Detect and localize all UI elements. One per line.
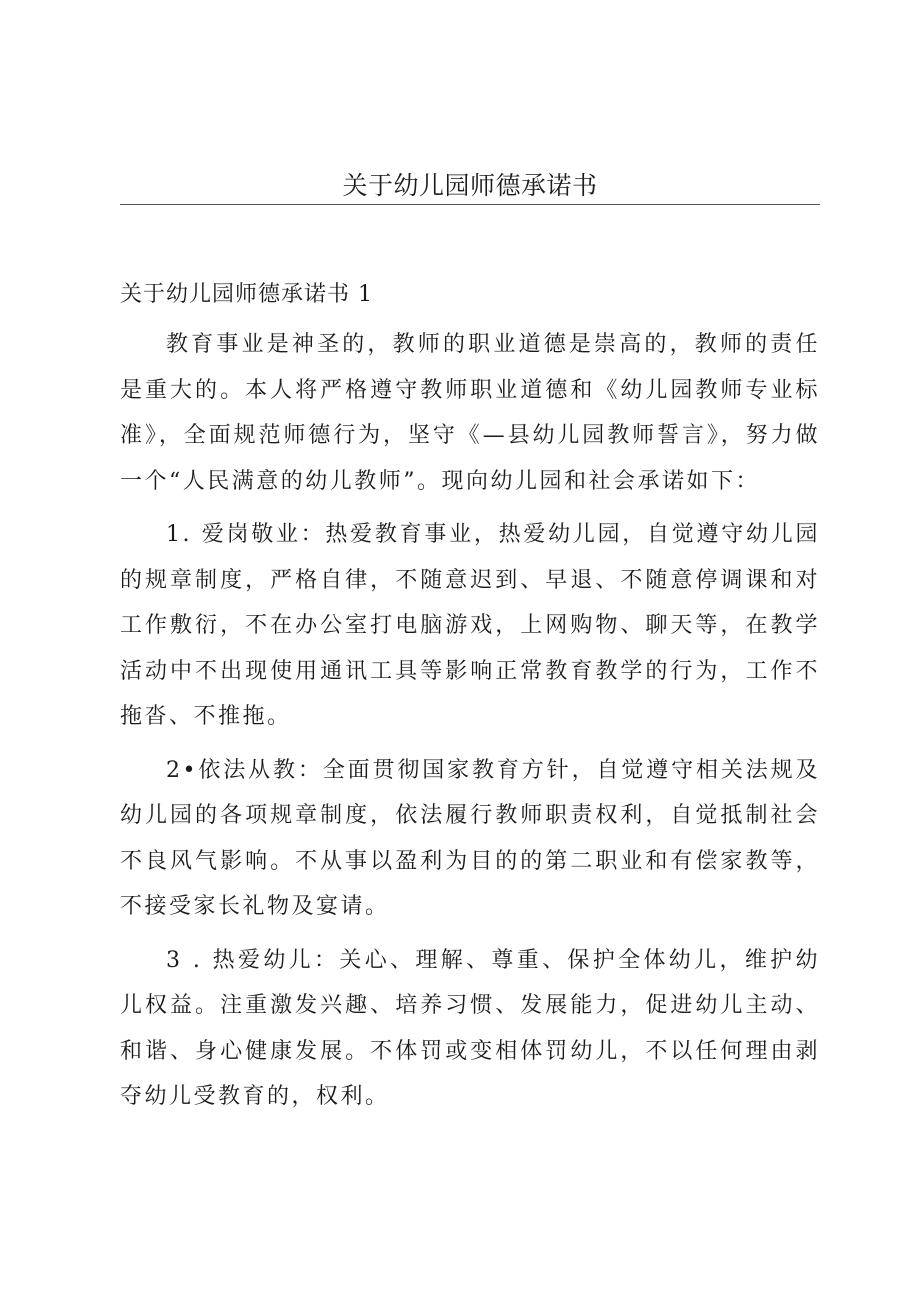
paragraph-item-2: 2•依法从教：全面贯彻国家教育方针，自觉遵守相关法规及幼儿园的各项规章制度，依法履行教师职责权利，自觉抵制社会不良风气影响。不从事以盈利为目的的第二职业和有偿家教等，不接受家长礼物及宴请。: [120, 757, 820, 919]
title-divider: [120, 204, 820, 205]
paragraph-item-3: 3 . 热爱幼儿：关心、理解、尊重、保护全体幼儿，维护幼儿权益。注重激发兴趣、培养习惯、发展能力，促进幼儿主动、和谐、身心健康发展。不体罚或变相体罚幼儿，不以任何理由剥夺幼儿受教育的，权利。: [120, 947, 820, 1109]
document-body: [120, 322, 820, 1128]
paragraph-item-1: 1. 爱岗敬业：热爱教育事业，热爱幼儿园，自觉遵守幼儿园的规章制度，严格自律，不随意迟到、早退、不随意停调课和对工作敷衍，不在办公室打电脑游戏，上网购物、聊天等，在教学活动中不出现使用通讯工具等影响正常教育教学的行为，工作不拖沓、不推拖。: [120, 522, 820, 729]
paragraph-intro: 教育事业是神圣的，教师的职业道德是崇高的，教师的责任是重大的。本人将严格遵守教师职业道德和《幼儿园教师专业标准》，全面规范师德行为，坚守《—县幼儿园教师誓言》，努力做一个“人民满意的幼儿教师”。现向幼儿园和社会承诺如下：: [120, 332, 820, 494]
document-title: 关于幼儿园师德承诺书: [342, 171, 598, 200]
section-heading: 关于幼儿园师德承诺书 1: [120, 282, 373, 307]
